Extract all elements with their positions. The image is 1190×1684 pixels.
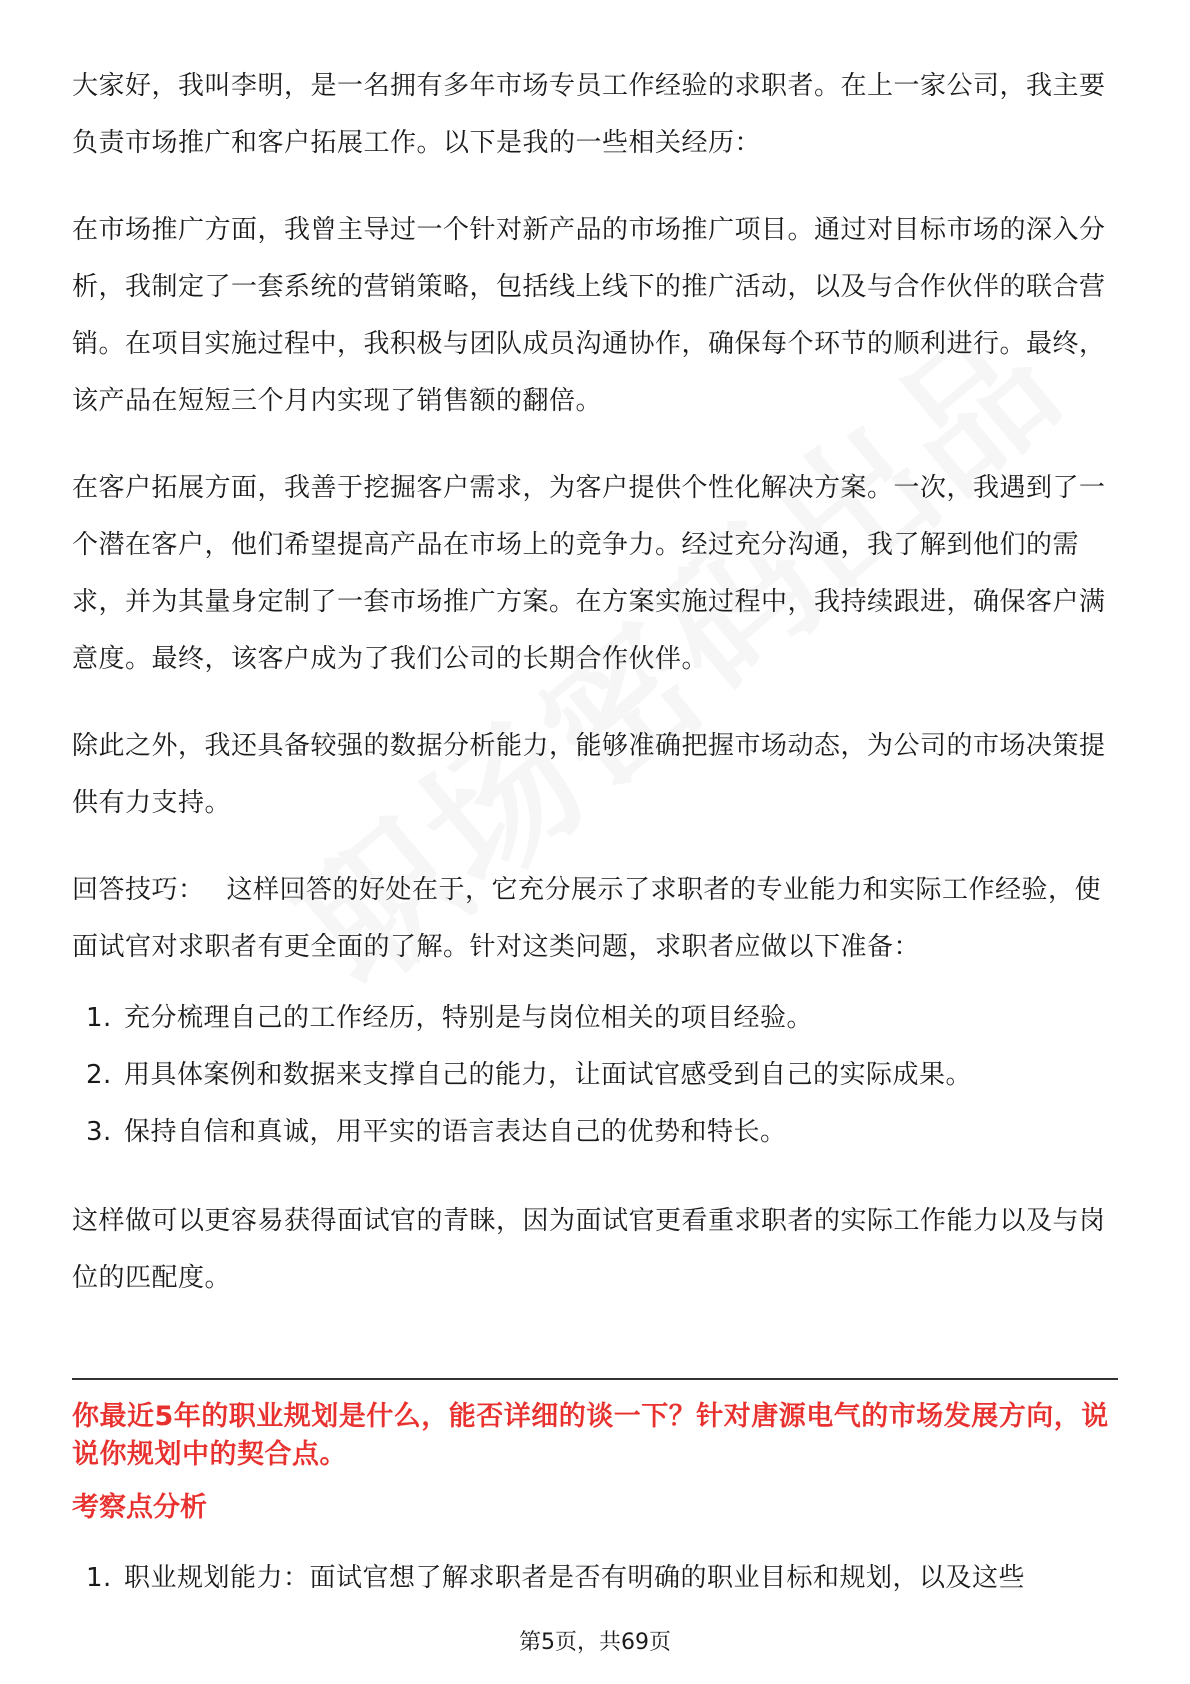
list-item (72, 1558, 1118, 1598)
page-number: 第5页，共69页 (519, 1630, 671, 1655)
list-item (72, 990, 1118, 1047)
list-item-text: 用具体案例和数据来支撑自己的能力，让面试官感受到自己的实际成果。 (124, 1060, 973, 1090)
answer-paragraph-data: 除此之外，我还具备较强的数据分析能力，能够准确把握市场动态，为公司的市场决策提供有力支持。 (72, 731, 1106, 818)
answer-paragraph-marketing: 在市场推广方面，我曾主导过一个针对新产品的市场推广项目。通过对目标市场的深入分析，我制定了一套系统的营销策略，包括线上线下的推广活动，以及与合作伙伴的联合营销。在项目实施过程中，我积极与团队成员沟通协作，确保每个环节的顺利进行。最终，该产品在短短三个月内实现了销售额的翻倍。 (72, 215, 1106, 416)
list-item-number: 1. (86, 1563, 112, 1593)
list-item-text: 职业规划能力：面试官想了解求职者是否有明确的职业目标和规划，以及这些 (124, 1563, 1026, 1593)
list-item-number: 2. (86, 1060, 112, 1090)
answer-body (72, 58, 1118, 1337)
interview-question: 你最近5年的职业规划是什么，能否详细的谈一下？针对唐源电气的市场发展方向，说说你规划中的契合点。 (72, 1401, 1109, 1470)
section-divider (72, 1378, 1118, 1380)
analysis-heading: 考察点分析 (72, 1492, 207, 1523)
tips-conclusion: 这样做可以更容易获得面试官的青睐，因为面试官更看重求职者的实际工作能力以及与岗位的匹配度。 (72, 1206, 1106, 1293)
answer-paragraph-intro: 大家好，我叫李明，是一名拥有多年市场专员工作经验的求职者。在上一家公司，我主要负责市场推广和客户拓展工作。以下是我的一些相关经历： (72, 71, 1106, 158)
list-item-text: 保持自信和真诚，用平实的语言表达自己的优势和特长。 (124, 1117, 787, 1147)
list-item-number: 1. (86, 1003, 112, 1033)
list-item (72, 1047, 1118, 1104)
tips-label: 回答技巧： (72, 875, 205, 905)
tips-list (72, 990, 1118, 1161)
list-item (72, 1104, 1118, 1161)
tips-text: 这样回答的好处在于，它充分展示了求职者的专业能力和实际工作经验，使面试官对求职者有更全面的了解。针对这类问题，求职者应做以下准备： (72, 875, 1102, 962)
list-item-number: 3. (86, 1117, 112, 1147)
tips-paragraph (72, 862, 1118, 976)
answer-paragraph-clients: 在客户拓展方面，我善于挖掘客户需求，为客户提供个性化解决方案。一次，我遇到了一个潜在客户，他们希望提高产品在市场上的竞争力。经过充分沟通，我了解到他们的需求，并为其量身定制了一套市场推广方案。在方案实施过程中，我持续跟进，确保客户满意度。最终，该客户成为了我们公司的长期合作伙伴。 (72, 473, 1106, 674)
list-item-text: 充分梳理自己的工作经历，特别是与岗位相关的项目经验。 (124, 1003, 814, 1033)
analysis-list (72, 1558, 1118, 1598)
